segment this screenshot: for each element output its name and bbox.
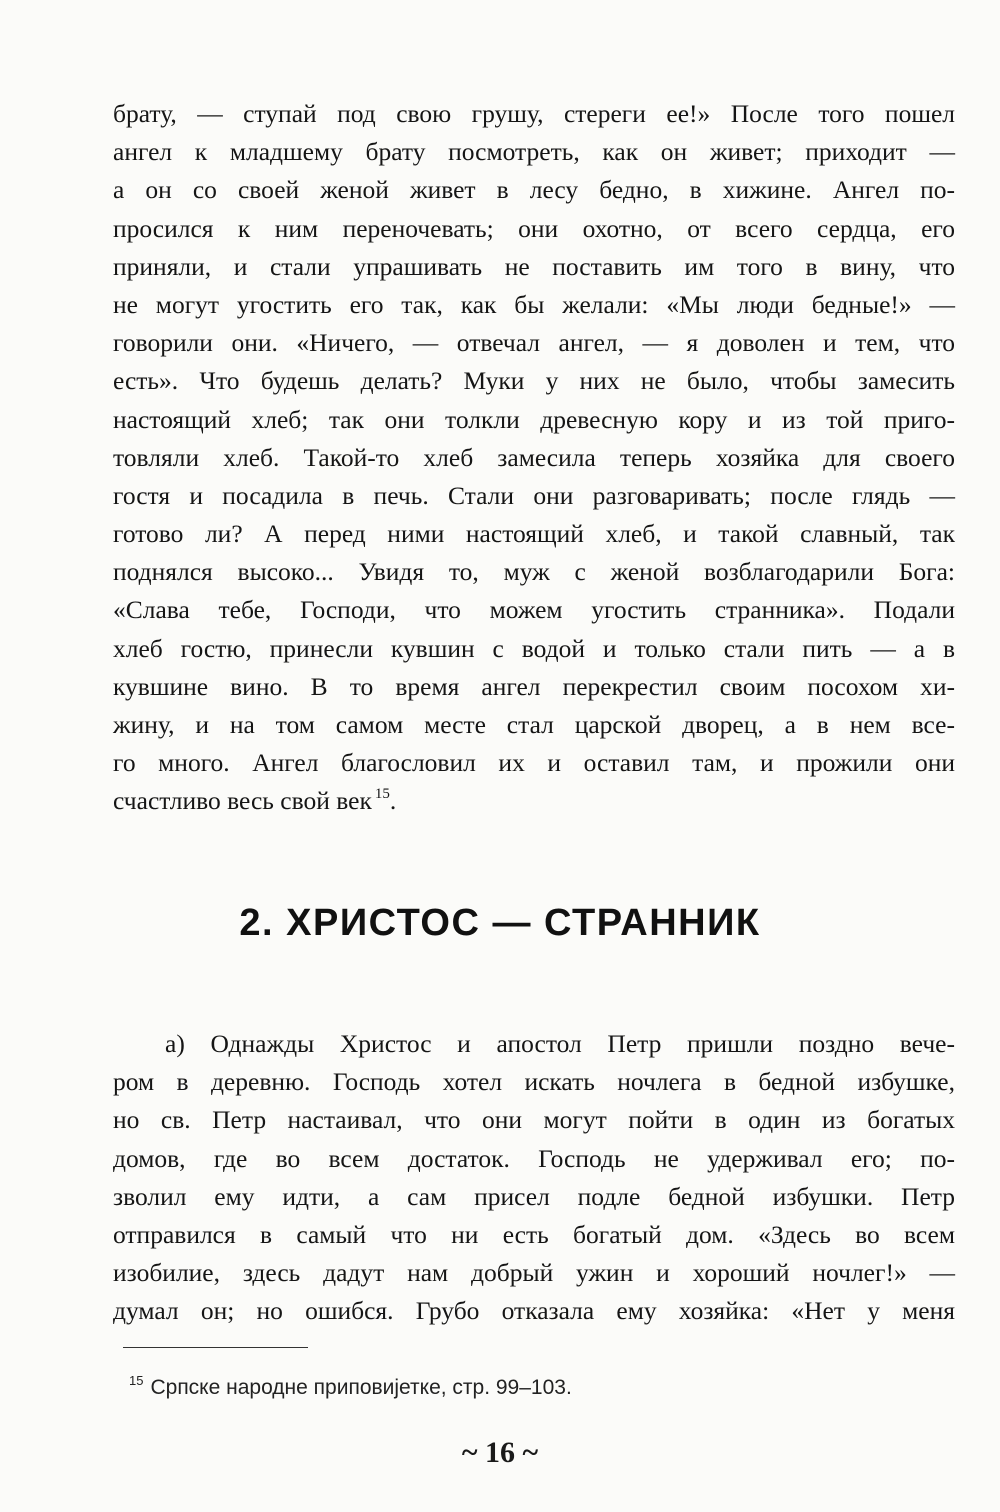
text-line: думал он; но ошибся. Грубо отказала ему хозяйка: «Нет у меня (113, 1296, 955, 1326)
text-line: но св. Петр настаивал, что они могут пойти в один из богатых (113, 1105, 955, 1135)
text-line: говорили они. «Ничего, — отвечал ангел, — я доволен и тем, что (113, 328, 955, 358)
text-line: просился к ним переночевать; они охотно, от всего сердца, его (113, 213, 955, 243)
text-line: зволил ему идти, а сам присел подле бедной избушки. Петр (113, 1181, 955, 1211)
text-line: отправился в самый что ни есть богатый дом. «Здесь во всем (113, 1219, 955, 1249)
paragraph-1 (113, 95, 955, 821)
text-line: домов, где во всем достаток. Господь не удерживал его; по- (113, 1143, 955, 1173)
footnote-separator (123, 1347, 308, 1348)
text-line: ангел к младшему брату посмотреть, как он живет; приходит — (113, 137, 955, 167)
text-line: кувшине вино. В то время ангел перекрестил своим посохом хи- (113, 671, 955, 701)
text-line: изобилие, здесь дадут нам добрый ужин и хороший ночлег!» — (113, 1258, 955, 1288)
text-line: брату, — ступай под свою грушу, стереги ее!» После того пошел (113, 99, 955, 128)
paragraph-2 (113, 1025, 955, 1331)
chapter-heading: 2. ХРИСТОС — СТРАННИК (239, 902, 761, 944)
text-line: го много. Ангел благословил их и оставил там, и прожили они (113, 748, 955, 778)
footnote-number: 15 (129, 1373, 144, 1388)
page-number: ~ 16 ~ (461, 1436, 539, 1469)
line-end-punctuation: . (389, 786, 397, 816)
text-line: есть». Что будешь делать? Муки у них не было, чтобы замесить (113, 366, 955, 396)
text-line: товляли хлеб. Такой-то хлеб замесила теперь хозяйка для своего (113, 442, 955, 472)
footnote-text: Српске народне приповијетке, стр. 99–103. (150, 1376, 572, 1399)
text-line: счастливо весь свой век (113, 786, 372, 816)
footnote-reference[interactable]: 15 (374, 786, 390, 803)
text-line: «Слава тебе, Господи, что можем угостить странника». Подали (113, 595, 955, 625)
text-line: приняли, и стали упрашивать не поставить им того в вину, что (113, 251, 955, 281)
text-line: гостя и посадила в печь. Стали они разговаривать; после глядь — (113, 480, 955, 510)
text-line: не могут угостить его так, как бы желали: «Мы люди бедные!» — (113, 289, 955, 319)
text-line: ром в деревню. Господь хотел искать ночлега в бедной избушке, (113, 1067, 955, 1097)
text-line: а) Однажды Христос и апостол Петр пришли поздно вече- (165, 1029, 955, 1058)
text-line: а он со своей женой живет в лесу бедно, в хижине. Ангел по- (113, 175, 955, 205)
text-line: готово ли? А перед ними настоящий хлеб, и такой славный, так (113, 519, 955, 549)
paragraph-last-line (113, 782, 955, 820)
text-line: поднялся высоко... Увидя то, муж с женой возблагодарили Бога: (113, 557, 955, 587)
text-line: хлеб гостю, принесли кувшин с водой и только стали пить — а в (113, 633, 955, 663)
text-line: настоящий хлеб; так они толкли древесную кору и из той приго- (113, 404, 955, 434)
text-line: жину, и на том самом месте стал царской дворец, а в нем все- (113, 710, 955, 739)
footnote (129, 1373, 572, 1400)
